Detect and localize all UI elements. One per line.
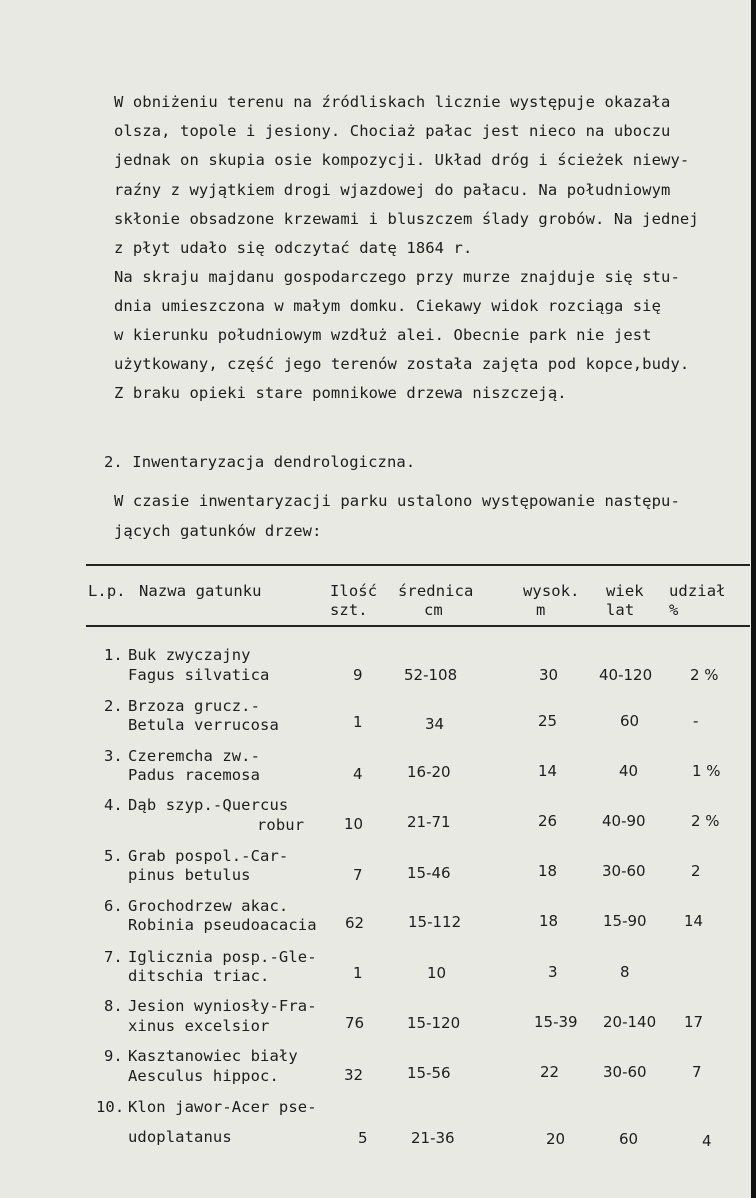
row-diameter: 15-56 (407, 1064, 451, 1082)
header-name: Nazwa gatunku (139, 582, 262, 600)
row-height: 22 (540, 1063, 560, 1081)
row-height: 18 (538, 862, 558, 880)
row-share: 7 (692, 1063, 702, 1081)
row-height: 3 (548, 963, 558, 981)
row-count: 9 (353, 666, 363, 684)
row-age: 30-60 (602, 862, 646, 880)
header-height: wysok. (523, 582, 580, 600)
row-share: 14 (684, 912, 704, 930)
paragraph-line: z płyt udało się odczytać datę 1864 r. (114, 239, 473, 257)
row-share: 17 (684, 1013, 704, 1031)
paragraph-line: jednak on skupia osie kompozycji. Układ dróg i ścieżek niewy- (114, 151, 690, 169)
row-height: 14 (538, 762, 558, 780)
row-name: xinus excelsior (128, 1017, 270, 1035)
row-name: udoplatanus (128, 1128, 232, 1146)
row-name: Brzoza grucz.- (128, 697, 261, 715)
row-age: 40 (619, 762, 639, 780)
row-count: 4 (353, 765, 363, 783)
row-name: Grab pospol.-Car- (128, 847, 289, 865)
row-diameter: 21-36 (411, 1129, 455, 1147)
row-age: 60 (619, 1130, 639, 1148)
row-lp: 3. (104, 747, 123, 765)
row-lp: 2. (104, 697, 123, 715)
row-height: 20 (546, 1130, 566, 1148)
row-lp: 7. (104, 948, 123, 966)
header-height-unit: m (536, 601, 546, 619)
paragraph-line: olsza, topole i jesiony. Chociaż pałac jest nieco na uboczu (114, 122, 671, 140)
row-share: 2 (691, 862, 701, 880)
row-name: Klon jawor-Acer pse- (128, 1098, 317, 1116)
row-diameter: 10 (427, 964, 447, 982)
header-diameter: średnica (398, 582, 474, 600)
row-name: Iglicznia posp.-Gle- (128, 948, 317, 966)
header-age-unit: lat (606, 601, 635, 619)
row-name: Padus racemosa (128, 766, 261, 784)
row-count: 10 (344, 815, 364, 833)
row-age: 30-60 (603, 1063, 647, 1081)
row-height: 26 (538, 812, 558, 830)
paragraph-line: W obniżeniu terenu na źródliskach licznie występuje okazała (114, 93, 671, 111)
row-share: 1 % (692, 762, 721, 780)
header-lp: L.p. (88, 582, 126, 600)
row-age: 15-90 (603, 912, 647, 930)
row-lp: 8. (104, 997, 123, 1015)
row-name: Robinia pseudoacacia (128, 916, 317, 934)
row-name: Kasztanowiec biały (128, 1047, 298, 1065)
row-lp: 9. (104, 1047, 123, 1065)
row-share: - (693, 712, 699, 730)
row-name: Betula verrucosa (128, 716, 279, 734)
row-age: 40-90 (602, 812, 646, 830)
row-lp: 4. (104, 796, 123, 814)
row-lp: 5. (104, 847, 123, 865)
row-name: ditschia triac. (128, 967, 270, 985)
row-diameter: 15-46 (407, 864, 451, 882)
paragraph-line: w kierunku południowym wzdłuż alei. Obecnie park nie jest (114, 326, 652, 344)
row-lp: 10. (96, 1098, 125, 1116)
row-name: robur (257, 816, 305, 834)
intro-line: jących gatunków drzew: (114, 522, 322, 540)
table-top-rule (86, 564, 750, 566)
row-diameter: 34 (425, 715, 445, 733)
row-height: 25 (538, 712, 558, 730)
row-count: 62 (345, 914, 365, 932)
row-count: 1 (353, 964, 363, 982)
row-name: Dąb szyp.-Quercus (128, 796, 289, 814)
row-share: 2 % (690, 666, 719, 684)
paragraph-line: raźny z wyjątkiem drogi wjazdowej do pałacu. Na południowym (114, 181, 671, 199)
row-lp: 6. (104, 897, 123, 915)
row-name: Grochodrzew akac. (128, 897, 289, 915)
paragraph-line: użytkowany, część jego terenów została zajęta pod kopce,budy. (114, 355, 690, 373)
row-name: Aesculus hippoc. (128, 1067, 279, 1085)
table-header-rule (86, 625, 750, 627)
row-name: Buk zwyczajny (128, 646, 251, 664)
header-count: Ilość (330, 582, 378, 600)
row-share: 4 (702, 1132, 712, 1150)
row-age: 8 (620, 963, 630, 981)
header-share: udział (669, 582, 726, 600)
row-height: 15-39 (534, 1013, 578, 1031)
row-name: Fagus silvatica (128, 666, 270, 684)
row-count: 7 (353, 866, 363, 884)
row-name: Jesion wyniosły-Fra- (128, 997, 317, 1015)
header-count-unit: szt. (330, 601, 368, 619)
row-count: 1 (353, 713, 363, 731)
row-diameter: 15-120 (407, 1014, 461, 1032)
row-diameter: 52-108 (404, 666, 458, 684)
row-count: 5 (358, 1129, 368, 1147)
row-height: 30 (539, 666, 559, 684)
paragraph-line: Na skraju majdanu gospodarczego przy murze znajduje się stu- (114, 268, 680, 286)
row-diameter: 15-112 (408, 913, 462, 931)
row-count: 76 (345, 1014, 365, 1032)
row-age: 60 (620, 712, 640, 730)
row-count: 32 (344, 1066, 364, 1084)
row-share: 2 % (691, 812, 720, 830)
header-age: wiek (606, 582, 644, 600)
row-name: Czeremcha zw.- (128, 747, 261, 765)
paragraph-line: dnia umieszczona w małym domku. Ciekawy widok rozciąga się (114, 297, 662, 315)
header-diameter-unit: cm (424, 601, 443, 619)
section-heading: 2. Inwentaryzacja dendrologiczna. (104, 453, 416, 471)
row-diameter: 16-20 (407, 763, 451, 781)
row-name: pinus betulus (128, 866, 251, 884)
row-diameter: 21-71 (407, 813, 451, 831)
row-height: 18 (539, 912, 559, 930)
header-share-unit: % (669, 601, 679, 619)
paragraph-line: Z braku opieki stare pomnikowe drzewa niszczeją. (114, 384, 567, 402)
row-age: 20-140 (603, 1013, 657, 1031)
row-lp: 1. (104, 646, 123, 664)
page-edge-shadow (751, 0, 756, 1198)
paragraph-line: skłonie obsadzone krzewami i bluszczem ślady grobów. Na jednej (114, 210, 699, 228)
intro-line: W czasie inwentaryzacji parku ustalono występowanie następu- (114, 492, 680, 510)
row-age: 40-120 (599, 666, 653, 684)
